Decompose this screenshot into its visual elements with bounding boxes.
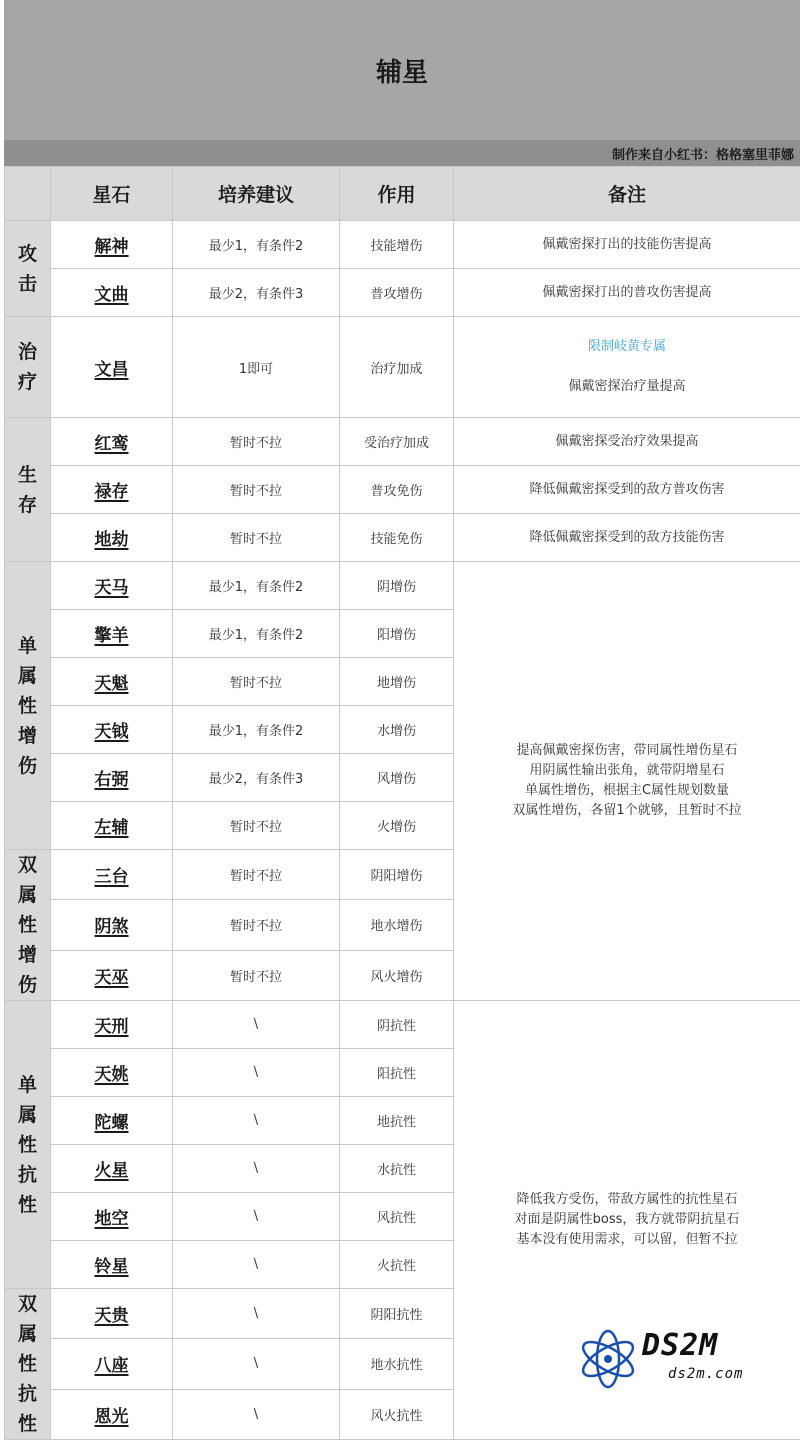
atom-logo-icon <box>576 1328 640 1390</box>
note-highlight: 限制岐黄专属 <box>454 337 800 357</box>
suggestion-cell: \ <box>173 1289 340 1339</box>
effect-cell: 阴增伤 <box>340 562 454 610</box>
stone-cell: 左辅 <box>51 802 173 850</box>
suggestion-cell: 暂时不拉 <box>173 850 340 900</box>
note-cell: 佩戴密探打出的技能伤害提高 <box>454 221 800 269</box>
stone-cell: 天钺 <box>51 706 173 754</box>
effect-cell: 地增伤 <box>340 658 454 706</box>
stone-cell: 铃星 <box>51 1241 173 1289</box>
category-dual-resist: 双属性抗性 <box>5 1289 51 1440</box>
stone-cell: 地劫 <box>51 514 173 562</box>
stone-cell: 火星 <box>51 1145 173 1193</box>
effect-cell: 地抗性 <box>340 1097 454 1145</box>
suggestion-cell: \ <box>173 1001 340 1049</box>
header-row <box>5 167 800 221</box>
suggestion-cell: 最少1，有条件2 <box>173 706 340 754</box>
stone-cell: 天马 <box>51 562 173 610</box>
effect-cell: 阳抗性 <box>340 1049 454 1097</box>
stone-cell: 天刑 <box>51 1001 173 1049</box>
effect-cell: 风增伤 <box>340 754 454 802</box>
header-effect: 作用 <box>340 167 454 221</box>
note-damage: 提高佩戴密探伤害，带同属性增伤星石 用阴属性输出张角，就带阴增星石 单属性增伤，根据主C属性规划数量 双属性增伤，各留1个就够，且暂时不拉 <box>454 562 800 1001</box>
table-row <box>5 562 800 610</box>
stone-cell: 右弼 <box>51 754 173 802</box>
table-row <box>5 466 800 514</box>
suggestion-cell: 最少1，有条件2 <box>173 562 340 610</box>
suggestion-cell: \ <box>173 1339 340 1389</box>
header-stone: 星石 <box>51 167 173 221</box>
effect-cell: 普攻免伤 <box>340 466 454 514</box>
suggestion-cell: 暂时不拉 <box>173 900 340 950</box>
effect-cell: 火增伤 <box>340 802 454 850</box>
suggestion-cell: 最少1，有条件2 <box>173 221 340 269</box>
credit-text: 制作来自小红书：格格塞里菲娜 <box>612 144 800 163</box>
suggestion-cell: 最少2，有条件3 <box>173 754 340 802</box>
stone-cell: 擎羊 <box>51 610 173 658</box>
stone-cell: 陀螺 <box>51 1097 173 1145</box>
suggestion-cell: \ <box>173 1389 340 1439</box>
note-resist: 降低我方受伤，带敌方属性的抗性星石 对面是阴属性boss，我方就带阴抗星石 基本没有使用需求，可以留，但暂不拉 <box>454 1001 800 1440</box>
table-row <box>5 514 800 562</box>
category-single-damage: 单属性增伤 <box>5 562 51 850</box>
table-row <box>5 269 800 317</box>
effect-cell: 普攻增伤 <box>340 269 454 317</box>
stone-cell: 天魁 <box>51 658 173 706</box>
effect-cell: 风抗性 <box>340 1193 454 1241</box>
effect-cell: 风火抗性 <box>340 1389 454 1439</box>
note-cell: 降低佩戴密探受到的敌方技能伤害 <box>454 514 800 562</box>
effect-cell: 技能增伤 <box>340 221 454 269</box>
effect-cell: 风火增伤 <box>340 950 454 1000</box>
suggestion-cell: \ <box>173 1193 340 1241</box>
note-cell <box>454 317 800 418</box>
note-text: 佩戴密探治疗量提高 <box>454 377 800 397</box>
table-row <box>5 1001 800 1049</box>
category-dual-damage: 双属性增伤 <box>5 850 51 1001</box>
page-title: 辅星 <box>376 52 428 89</box>
stone-cell: 八座 <box>51 1339 173 1389</box>
effect-cell: 受治疗加成 <box>340 418 454 466</box>
suggestion-cell: 最少2，有条件3 <box>173 269 340 317</box>
suggestion-cell: 1即可 <box>173 317 340 418</box>
effect-cell: 治疗加成 <box>340 317 454 418</box>
watermark-logo-text: DS2M <box>642 1328 718 1363</box>
suggestion-cell: 暂时不拉 <box>173 466 340 514</box>
suggestion-cell: 暂时不拉 <box>173 950 340 1000</box>
effect-cell: 阴抗性 <box>340 1001 454 1049</box>
stone-cell: 文昌 <box>51 317 173 418</box>
table-row <box>5 418 800 466</box>
category-heal: 治疗 <box>5 317 51 418</box>
effect-cell: 技能免伤 <box>340 514 454 562</box>
title-bar <box>4 0 800 140</box>
table-row <box>5 221 800 269</box>
credit-bar <box>4 140 800 166</box>
category-single-resist: 单属性抗性 <box>5 1001 51 1289</box>
effect-cell: 阴阳增伤 <box>340 850 454 900</box>
stone-cell: 红鸾 <box>51 418 173 466</box>
stone-cell: 天贵 <box>51 1289 173 1339</box>
effect-cell: 阳增伤 <box>340 610 454 658</box>
header-corner <box>5 167 51 221</box>
note-cell: 佩戴密探受治疗效果提高 <box>454 418 800 466</box>
suggestion-cell: \ <box>173 1241 340 1289</box>
suggestion-cell: 暂时不拉 <box>173 418 340 466</box>
suggestion-cell: 最少1，有条件2 <box>173 610 340 658</box>
stone-cell: 天姚 <box>51 1049 173 1097</box>
effect-cell: 水增伤 <box>340 706 454 754</box>
effect-cell: 地水增伤 <box>340 900 454 950</box>
suggestion-cell: \ <box>173 1097 340 1145</box>
suggestion-cell: 暂时不拉 <box>173 514 340 562</box>
header-suggestion: 培养建议 <box>173 167 340 221</box>
header-note: 备注 <box>454 167 800 221</box>
table-row <box>5 317 800 418</box>
effect-cell: 水抗性 <box>340 1145 454 1193</box>
star-stone-table <box>4 166 800 1440</box>
suggestion-cell: \ <box>173 1145 340 1193</box>
note-cell: 佩戴密探打出的普攻伤害提高 <box>454 269 800 317</box>
suggestion-cell: 暂时不拉 <box>173 658 340 706</box>
stone-cell: 天巫 <box>51 950 173 1000</box>
stone-cell: 恩光 <box>51 1389 173 1439</box>
stone-cell: 解神 <box>51 221 173 269</box>
category-survive: 生存 <box>5 418 51 562</box>
effect-cell: 火抗性 <box>340 1241 454 1289</box>
stone-cell: 文曲 <box>51 269 173 317</box>
effect-cell: 地水抗性 <box>340 1339 454 1389</box>
stone-cell: 禄存 <box>51 466 173 514</box>
suggestion-cell: 暂时不拉 <box>173 802 340 850</box>
stone-cell: 三台 <box>51 850 173 900</box>
note-cell: 降低佩戴密探受到的敌方普攻伤害 <box>454 466 800 514</box>
watermark-url: ds2m.com <box>668 1366 743 1382</box>
suggestion-cell: \ <box>173 1049 340 1097</box>
stone-cell: 阴煞 <box>51 900 173 950</box>
category-attack: 攻击 <box>5 221 51 317</box>
stone-cell: 地空 <box>51 1193 173 1241</box>
effect-cell: 阴阳抗性 <box>340 1289 454 1339</box>
watermark <box>576 1326 796 1392</box>
